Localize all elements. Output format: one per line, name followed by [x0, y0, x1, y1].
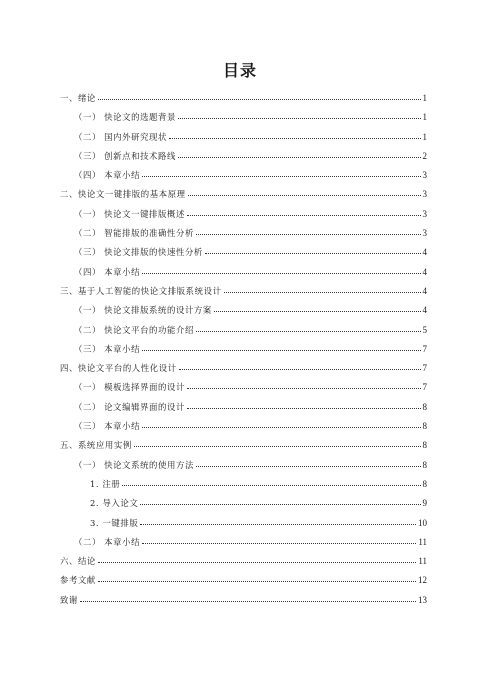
toc-page-number: 4: [422, 285, 427, 296]
toc-entry-label: （二） 快论文平台的功能介绍: [74, 324, 194, 335]
toc-entry-label: 四、快论文平台的人性化设计: [60, 363, 177, 374]
toc-entry-label: 一、绪论: [60, 93, 96, 103]
toc-dot-leader: [142, 350, 420, 351]
toc-dot-leader: [188, 195, 421, 196]
toc-entry[interactable]: [60, 378, 427, 397]
toc-page-number: 7: [422, 363, 427, 374]
toc-entry[interactable]: [60, 552, 427, 571]
toc-entry[interactable]: [60, 108, 427, 127]
toc-title: 目录: [222, 61, 257, 80]
toc-dot-leader: [187, 215, 421, 216]
toc-dot-leader: [178, 157, 421, 158]
toc-page-number: 10: [418, 517, 427, 528]
toc-entry[interactable]: [60, 359, 427, 378]
toc-entry-label: （二） 论文编辑界面的设计: [74, 401, 185, 412]
toc-dot-leader: [140, 504, 420, 505]
toc-entry-label: （二） 智能排版的准确性分析: [74, 228, 194, 239]
toc-entry-label: 二、快论文一键排版的基本原理: [60, 189, 186, 200]
toc-dot-leader: [205, 253, 421, 254]
toc-entry[interactable]: [60, 128, 427, 147]
toc-page-number: 7: [422, 343, 427, 354]
toc-entry-label: 六、结论: [60, 556, 96, 567]
toc-page-number: 2: [422, 150, 427, 161]
toc-dot-leader: [98, 99, 421, 100]
toc-entry-label: 三、基于人工智能的快论文排版系统设计: [60, 285, 222, 296]
toc-dot-leader: [142, 427, 420, 428]
toc-entry[interactable]: [60, 591, 427, 610]
toc-dot-leader: [196, 331, 421, 332]
toc-dot-leader: [214, 311, 421, 312]
toc-page-number: 4: [422, 247, 427, 258]
toc-entry-label: （三） 快论文排版的快速性分析: [74, 247, 203, 258]
toc-entry-label: （二） 国内外研究现状: [74, 131, 168, 142]
toc-entry[interactable]: [60, 417, 427, 436]
toc-entry-label: 致谢: [60, 594, 78, 605]
toc-page-number: 13: [418, 594, 427, 605]
toc-entry[interactable]: [60, 398, 427, 417]
toc-page-number: 8: [422, 401, 427, 412]
toc-page-number: 1: [422, 131, 427, 142]
toc-page-number: 3: [422, 170, 427, 181]
toc-entry-label: 五、系统应用实例: [60, 440, 132, 451]
toc-entry-label: 1. 注册: [90, 478, 121, 489]
toc-page-number: 3: [422, 208, 427, 219]
toc-dot-leader: [196, 234, 421, 235]
toc-entry[interactable]: [60, 533, 427, 552]
toc-entry-label: （三） 本章小结: [74, 421, 141, 432]
toc-dot-leader: [134, 446, 421, 447]
toc-page-number: 3: [422, 189, 427, 200]
toc-dot-leader: [142, 273, 420, 274]
toc-entry[interactable]: [60, 475, 427, 494]
toc-page-number: 11: [418, 556, 427, 567]
toc-entry-label: 3. 一键排版: [90, 517, 139, 528]
toc-dot-leader: [140, 524, 416, 525]
toc-dot-leader: [98, 581, 416, 582]
toc-page-number: 8: [422, 421, 427, 432]
toc-entry-label: （三） 创新点和技术路线: [74, 150, 176, 161]
toc-page-number: 7: [422, 382, 427, 393]
toc-entry-label: （一） 模板选择界面的设计: [74, 382, 185, 393]
toc-entry[interactable]: [60, 224, 427, 243]
toc-entry[interactable]: [60, 340, 427, 359]
toc-entry-label: （三） 本章小结: [74, 343, 141, 354]
toc-list: [60, 89, 427, 610]
toc-page-number: 8: [422, 440, 427, 451]
toc-page-number: 3: [422, 228, 427, 239]
toc-entry[interactable]: [60, 494, 427, 513]
toc-dot-leader: [80, 601, 416, 602]
toc-dot-leader: [178, 118, 421, 119]
toc-entry[interactable]: [60, 263, 427, 282]
toc-entry[interactable]: [60, 282, 427, 301]
toc-page-number: 5: [422, 324, 427, 335]
toc-page-number: 9: [422, 498, 427, 509]
toc-entry[interactable]: [60, 514, 427, 533]
toc-entry-label: （一） 快论文的选题背景: [74, 112, 176, 123]
toc-entry[interactable]: [60, 456, 427, 475]
toc-entry-label: （四） 本章小结: [74, 170, 141, 181]
toc-entry[interactable]: [60, 89, 427, 108]
toc-entry[interactable]: [60, 147, 427, 166]
toc-entry[interactable]: [60, 321, 427, 340]
toc-dot-leader: [169, 138, 420, 139]
toc-page-number: 8: [422, 478, 427, 489]
toc-entry[interactable]: [60, 185, 427, 204]
toc-dot-leader: [224, 292, 421, 293]
toc-dot-leader: [142, 543, 416, 544]
toc-page-number: 4: [422, 266, 427, 277]
toc-dot-leader: [122, 485, 420, 486]
toc-entry[interactable]: [60, 166, 427, 185]
toc-entry[interactable]: [60, 571, 427, 590]
toc-page-number: 8: [422, 459, 427, 470]
toc-entry-label: （二） 本章小结: [74, 536, 141, 547]
toc-entry-label: （一） 快论文排版系统的设计方案: [74, 305, 212, 316]
toc-entry-label: （一） 快论文系统的使用方法: [74, 459, 194, 470]
toc-page-number: 11: [418, 536, 427, 547]
toc-dot-leader: [179, 369, 421, 370]
toc-entry[interactable]: [60, 243, 427, 262]
toc-dot-leader: [142, 176, 420, 177]
toc-page-number: 12: [418, 575, 427, 586]
toc-entry[interactable]: [60, 436, 427, 455]
toc-dot-leader: [196, 466, 421, 467]
toc-page-number: 4: [422, 305, 427, 316]
toc-dot-leader: [98, 562, 416, 563]
toc-entry-label: （四） 本章小结: [74, 266, 141, 277]
toc-dot-leader: [187, 408, 421, 409]
toc-entry-label: 2. 导入论文: [90, 498, 139, 509]
toc-dot-leader: [187, 388, 421, 389]
toc-page-number: 1: [422, 112, 427, 123]
toc-entry[interactable]: [60, 205, 427, 224]
toc-entry-label: （一） 快论文一键排版概述: [74, 208, 185, 219]
toc-page-number: 1: [422, 93, 427, 103]
toc-entry-label: 参考文献: [60, 575, 96, 586]
toc-entry[interactable]: [60, 301, 427, 320]
